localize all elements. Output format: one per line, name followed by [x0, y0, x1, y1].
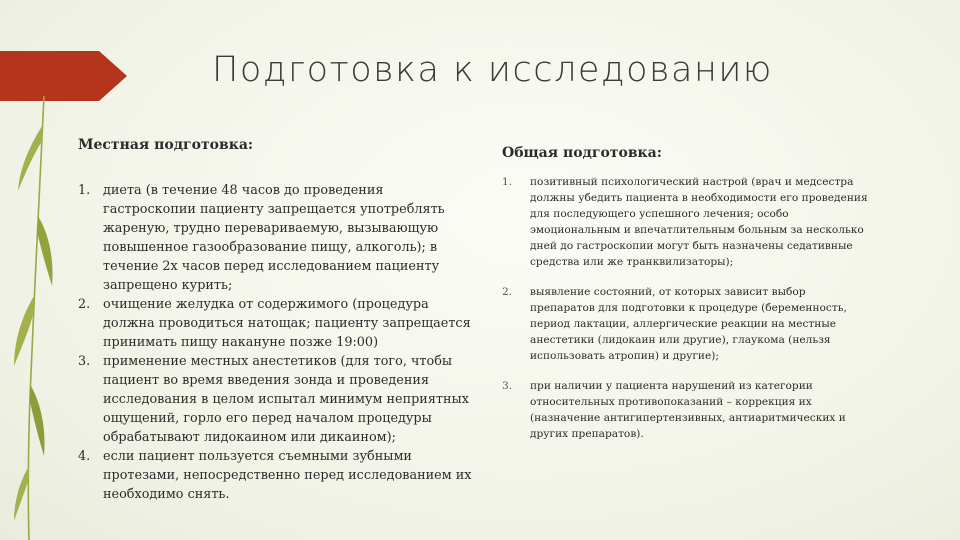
decorative-plant-icon [0, 96, 60, 540]
list-item [78, 447, 478, 504]
item-number: 1. [502, 176, 513, 188]
item-text: позитивный психологический настрой (врач и медсестра должны убедить пациента в необходимости его проведения для последующего успешного лечения; особо эмоциональным и впечатлительным больным за несколько дней до гастроскопии могут быть назначены седативные средства или же транквилизаторы); [530, 176, 868, 268]
item-number: 3. [502, 380, 513, 392]
slide-title: Подготовка к исследованию [212, 50, 773, 90]
item-number: 2. [78, 297, 91, 312]
list-item [78, 295, 478, 352]
list-item [502, 284, 872, 364]
item-text: выявление состояний, от которых зависит выбор препаратов для подготовки к процедуре (беременность, период лактации, аллергические реакции на местные анестетики (лидокаин или другие), глаукома (нельзя использовать атропин) и другие); [530, 286, 847, 362]
list-item [78, 352, 478, 447]
list-item [502, 378, 872, 442]
item-text: диета (в течение 48 часов до проведения гастроскопии пациенту запрещается употреблять жареную, трудно перевариваемую, вызывающую повышенное газообразование пищу, алкоголь); в течение 2х часов перед исследованием пациенту запрещено курить; [103, 183, 445, 293]
list-item [502, 174, 872, 270]
item-number: 1. [78, 183, 91, 198]
item-text: очищение желудка от содержимого (процедура должна проводиться натощак; пациенту запрещается принимать пищу накануне позже 19:00) [103, 297, 471, 350]
list-item [78, 181, 478, 295]
local-prep-heading: Местная подготовка: [78, 137, 254, 153]
general-prep-heading: Общая подготовка: [502, 145, 662, 161]
item-text: если пациент пользуется съемными зубными протезами, непосредственно перед исследованием их необходимо снять. [103, 449, 472, 502]
accent-arrow [0, 51, 127, 101]
item-text: применение местных анестетиков (для того, чтобы пациент во время введения зонда и проведения исследования в целом испытал минимум неприятных ощущений, горло его перед началом процедуры обрабатывают лидокаином или дикаином); [103, 354, 469, 445]
item-number: 2. [502, 286, 513, 298]
item-number: 4. [78, 449, 91, 464]
item-text: при наличии у пациента нарушений из категории относительных противопоказаний – коррекция их (назначение антигипертензивных, антиаритмических и других препаратов). [530, 380, 846, 440]
local-prep-list [78, 181, 478, 504]
item-number: 3. [78, 354, 91, 369]
general-prep-list [502, 174, 872, 456]
